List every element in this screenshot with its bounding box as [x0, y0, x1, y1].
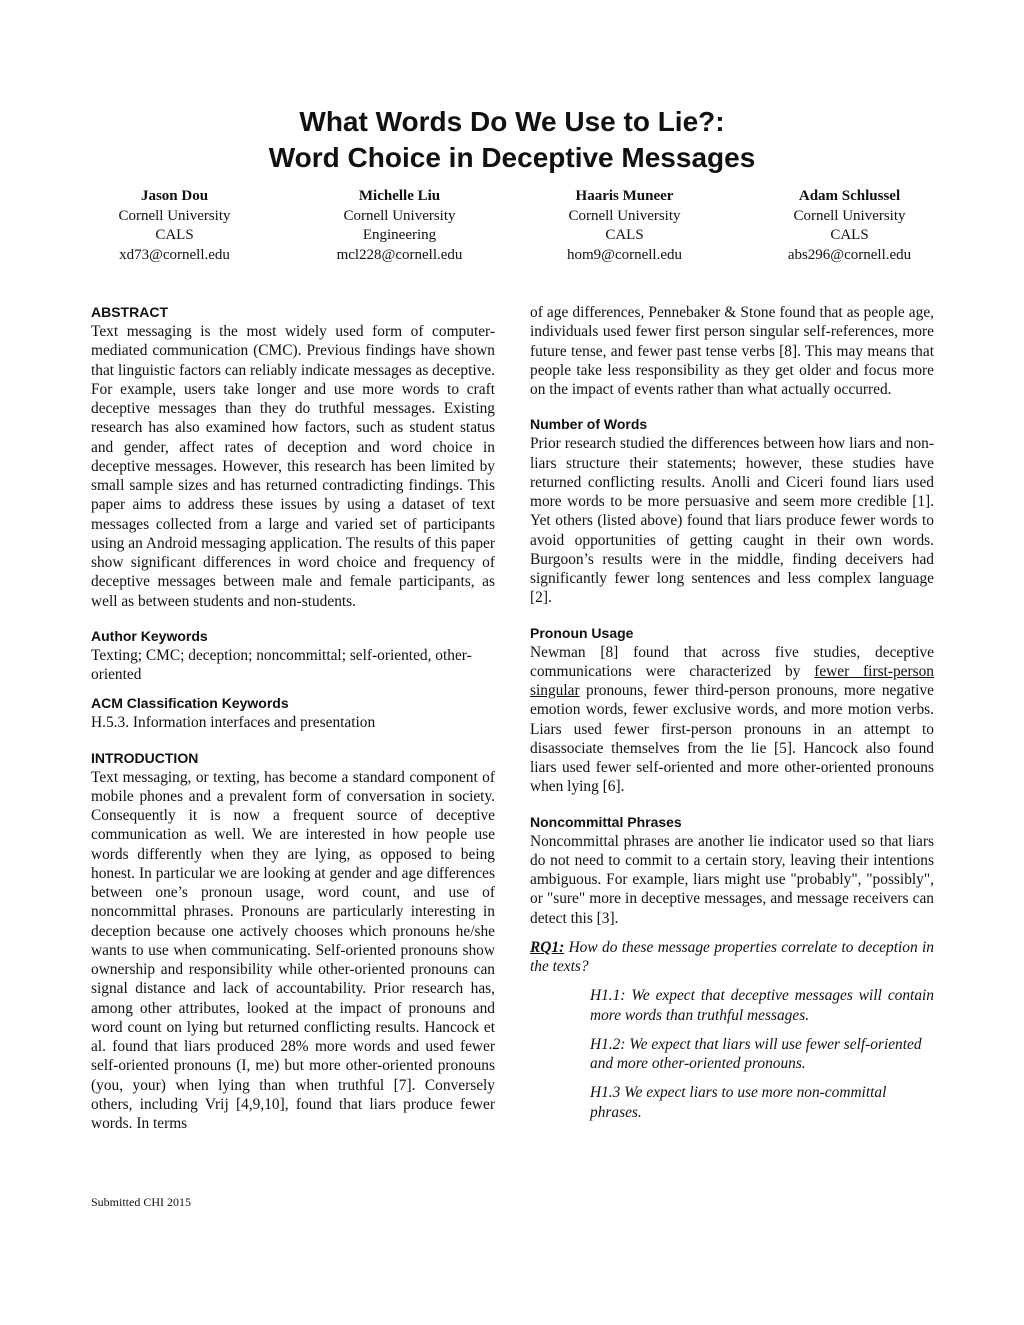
pronoun-usage-heading: Pronoun Usage: [530, 624, 634, 641]
author-email[interactable]: mcl228@cornell.edu: [336, 246, 463, 263]
left-column: [91, 303, 495, 1133]
author-block: [62, 187, 962, 265]
hypothesis-1: H1.1: We expect that deceptive messages will contain more words than truthful messages.: [590, 987, 934, 1024]
author-dept: CALS: [155, 227, 194, 243]
pronoun-text-b: pronouns, fewer third-person pronouns, more negative emotion words, fewer exclusive words, and more motion verbs. Liars used fewer first-person pronouns in an attempt to disassociate themselves from the lie [5]. Hancock also found liars used fewer self-oriented and more other-oriented pronouns when lying [6].: [530, 682, 934, 796]
introduction-continued: of age differences, Pennebaker & Stone found that as people age, individuals used fewer first person singular self-references, more future tense, and fewer past tense verbs [8]. This may means that people take less responsibility as they get older and focus more on the impact of events rather than what actually occurred.: [530, 304, 934, 398]
noncommittal-text: Noncommittal phrases are another lie indicator used so that liars do not need to commit to a certain story, leaving their intentions ambiguous. For example, liars might use "probably", "possibly", or "sure" more in deceptive messages, and message receivers can detect this [3].: [530, 832, 934, 927]
author-dept: CALS: [830, 227, 869, 243]
author-name: Adam Schlussel: [798, 188, 901, 204]
abstract-heading: ABSTRACT: [91, 304, 168, 320]
hypothesis-3: H1.3 We expect liars to use more non-committal phrases.: [590, 1084, 887, 1121]
pronoun-text-a: Newman [8] found that across five studies, deceptive communications were characterized by: [530, 643, 934, 680]
research-question: [530, 938, 934, 977]
author-dept: CALS: [605, 227, 644, 243]
introduction-heading: INTRODUCTION: [91, 749, 199, 766]
rq-text: How do these message properties correlate to deception in the texts?: [530, 938, 934, 975]
acm-heading: ACM Classification Keywords: [91, 695, 289, 712]
author-email[interactable]: hom9@cornell.edu: [566, 246, 683, 263]
paper-title: [0, 104, 1024, 176]
number-of-words-heading: Number of Words: [530, 416, 648, 433]
author-affiliation: Cornell University: [343, 207, 456, 224]
author-affiliation: Cornell University: [793, 207, 906, 224]
author-affiliation: Cornell University: [118, 207, 231, 224]
author-email[interactable]: xd73@cornell.edu: [119, 246, 230, 263]
title-line-1: What Words Do We Use to Lie?:: [299, 106, 725, 137]
title-line-2: Word Choice in Deceptive Messages: [268, 142, 756, 173]
author-name: Haaris Muneer: [575, 188, 674, 204]
author-keywords-text: Texting; CMC; deception; noncommittal; self-oriented, other-oriented: [91, 646, 472, 683]
acm-text: H.5.3. Information interfaces and presentation: [91, 714, 376, 732]
author-name: Michelle Liu: [358, 188, 441, 204]
pronoun-usage-text: [530, 643, 934, 797]
author-keywords-heading: Author Keywords: [91, 627, 208, 644]
introduction-text: Text messaging, or texting, has become a standard component of mobile phones and a prevalent form of conversation in society. Consequently it is now a frequent source of deceptive communication as well. We are interested in how people use words differently when they are lying, as opposed to being honest. In particular we are looking at gender and age differences between one’s pronoun usage, word count, and use of noncommittal phrases. Pronouns are particularly interesting in deception because one actively chooses which pronouns he/she wants to use when communicating. Self-oriented pronouns show ownership and responsibility while other-oriented pronouns can signal distance and lack of accountability. Prior research has, among other attributes, looked at the impact of pronouns and word count on lying but returned conflicting results. Hancock et al. found that liars produced 28% more words and used fewer self-oriented pronouns (I, me) but more other-oriented pronouns (you, your) when lying than when truthful [7]. Conversely others, including Vrij [4,9,10], found that liars produce fewer words. In terms: [91, 768, 495, 1132]
author-2: [287, 187, 512, 265]
author-email[interactable]: abs296@cornell.edu: [787, 246, 912, 263]
pronoun-underlined: fewer first-person singular: [530, 662, 934, 699]
author-3: [512, 187, 737, 265]
author-name: Jason Dou: [140, 188, 209, 204]
author-1: [62, 187, 287, 265]
author-affiliation: Cornell University: [568, 207, 681, 224]
hypothesis-2: H1.2: We expect that liars will use fewer self-oriented and more other-oriented pronouns.: [590, 1035, 922, 1072]
footer-note: Submitted CHI 2015: [91, 1195, 192, 1209]
abstract-text: Text messaging is the most widely used form of computer-mediated communication (CMC). Previous findings have shown that linguistic factors can reliably indicate messages as deceptive. For example, users take longer and use more words to craft deceptive messages than they do truthful messages. Existing research has also examined how factors, such as student status and gender, affect rates of deception and word choice in deceptive messages. However, this research has been limited by small sample sizes and has returned contradicting findings. This paper aims to address these issues by using a dataset of text messages collected from a large and varied set of participants using an Android messaging application. The results of this paper show significant differences in word choice and frequency of deceptive messages between male and female participants, as well as between students and non-students.: [91, 323, 495, 610]
rq-label: RQ1:: [530, 938, 565, 956]
noncommittal-heading: Noncommittal Phrases: [530, 813, 682, 830]
author-dept: Engineering: [362, 227, 437, 243]
author-4: [737, 187, 962, 265]
right-column: [530, 303, 934, 1132]
number-of-words-text: Prior research studied the differences between how liars and non-liars structure their statements; however, these studies have returned conflicting results. Anolli and Ciceri found liars used more words to be more persuasive and seem more credible [1]. Yet others (listed above) found that liars produce fewer words to avoid opportunities of getting caught in their own words. Burgoon’s results were in the middle, finding deceivers had significantly fewer long sentences and less complex language [2].: [530, 435, 934, 607]
